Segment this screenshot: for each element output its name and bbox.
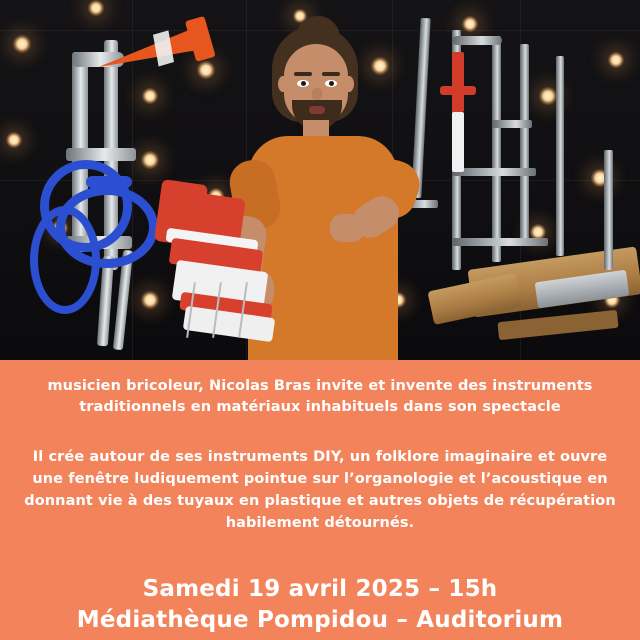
light-bulb: [142, 88, 158, 104]
pupil: [301, 81, 306, 86]
event-venue: Médiathèque Pompidou – Auditorium: [76, 607, 564, 633]
ear: [344, 76, 354, 92]
pvc-crossbar: [66, 148, 136, 161]
pointing-hand: [330, 214, 364, 242]
light-bulb: [371, 57, 389, 75]
metal-crossbar: [452, 168, 536, 176]
metal-pole: [604, 150, 613, 270]
white-pipe-accent: [452, 112, 464, 172]
description-paragraph-1: musicien bricoleur, Nicolas Bras invite et invente des instruments traditionnels en matériaux inhabituels dans son spectacle: [47, 378, 593, 415]
light-bulb: [608, 52, 624, 68]
red-white-pipe-instrument: [150, 182, 280, 342]
blue-hose-loop: [30, 206, 100, 314]
metal-pole: [520, 44, 529, 244]
metal-crossbar: [492, 120, 532, 128]
ear: [278, 76, 288, 92]
nose: [312, 88, 322, 100]
metal-crossbar: [452, 238, 548, 246]
red-pipe-accent: [440, 86, 476, 95]
event-details: [18, 574, 622, 640]
metal-crossbar: [452, 36, 502, 45]
poster-text: [0, 360, 640, 640]
light-bulb: [6, 132, 22, 148]
description-paragraph-2: Il crée autour de ses instruments DIY, un folklore imaginaire et ouvre une fenêtre ludiquement pointue sur l’organologie et l’acoustique en donnant vie à des tuyaux en plastique et autres objets de récupération habilement détournés.: [24, 449, 616, 531]
metal-pole: [556, 56, 564, 256]
eyebrow: [294, 72, 312, 76]
blue-hose-segment: [86, 176, 132, 188]
light-bulb: [13, 35, 31, 53]
metal-pole: [492, 36, 501, 262]
event-date: Samedi 19 avril 2025 – 15h: [142, 576, 498, 602]
pupil: [329, 81, 334, 86]
mouth: [309, 106, 325, 114]
eyebrow: [322, 72, 340, 76]
light-bulb: [88, 0, 104, 16]
light-bulb: [462, 16, 478, 32]
light-bulb: [141, 151, 159, 169]
light-bulb: [539, 87, 557, 105]
red-pipe-accent: [452, 52, 464, 112]
